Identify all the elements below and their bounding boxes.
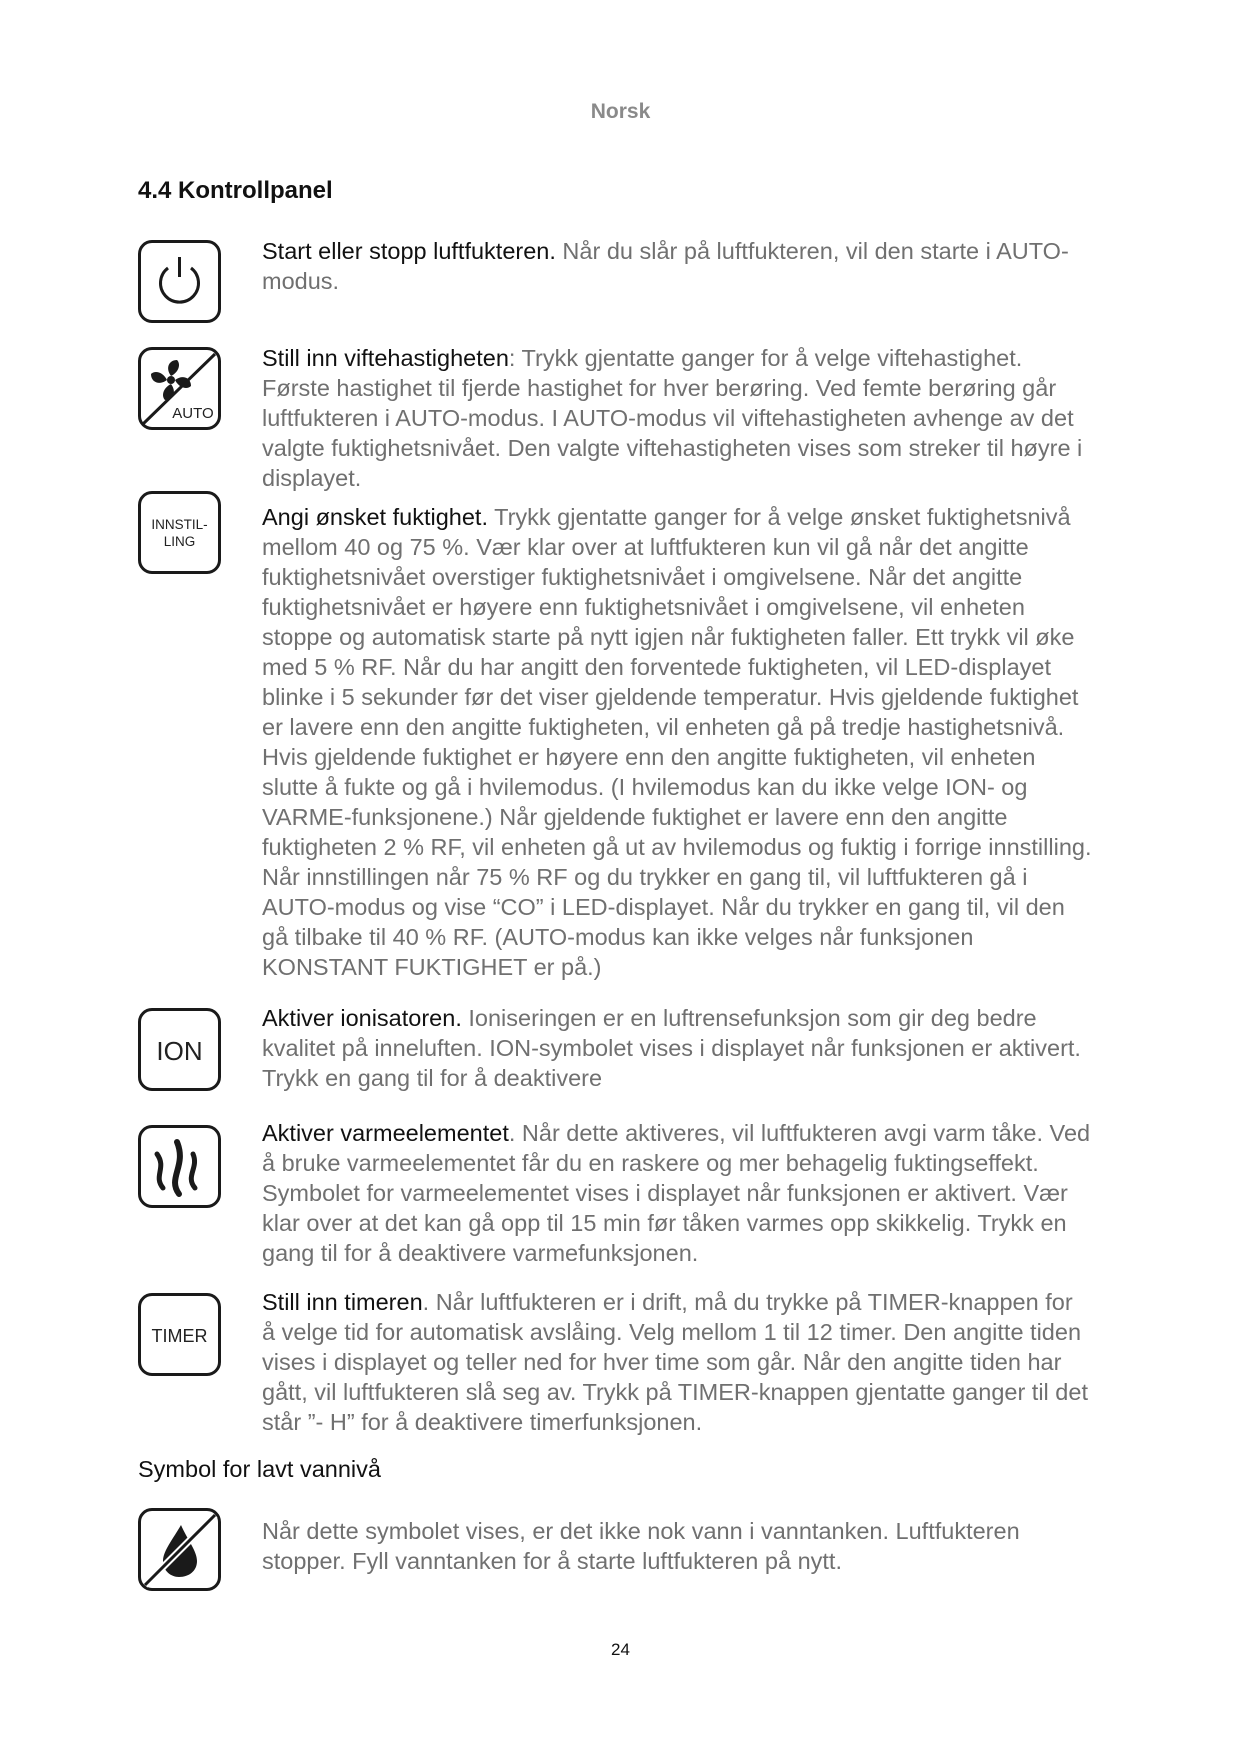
- item-heat-lead: Aktiver varmeelementet: [262, 1120, 509, 1146]
- ion-button-icon: [138, 1008, 221, 1091]
- item-ion-lead: Aktiver ionisatoren.: [262, 1005, 462, 1031]
- item-fan-description: [262, 343, 1092, 493]
- fan-auto-icon: [138, 347, 221, 430]
- item-ion-text: Ioniseringen er en luftrensefunksjon som gir deg bedre kvalitet på inneluften. ION-symbolet vises i displayet når funksjonen er aktivert. Trykk en gang til for å deaktivere: [262, 1005, 1081, 1091]
- settings-icon-label-line1: INNSTIL-: [151, 517, 208, 532]
- fan-auto-icon-label: AUTO: [172, 405, 214, 422]
- item-timer-description: [262, 1287, 1092, 1437]
- ion-icon-label: ION: [156, 1036, 203, 1066]
- power-icon: [138, 240, 221, 323]
- item-power-text: Når du slår på luftfukteren, vil den starte i AUTO-modus.: [262, 238, 1069, 294]
- item-fan-lead: Still inn viftehastigheten: [262, 345, 509, 371]
- timer-button-icon: [138, 1293, 221, 1376]
- low-water-heading: Symbol for lavt vannivå: [138, 1456, 381, 1482]
- item-power-lead: Start eller stopp luftfukteren.: [262, 238, 556, 264]
- heat-icon: [138, 1125, 221, 1208]
- item-heat-text: . Når dette aktiveres, vil luftfukteren avgi varm tåke. Ved å bruke varmeelementet får du en raskere og mer behagelig fuktingseffekt. Symbolet for varmeelementet vises i displayet når funksjonen er aktivert. Vær klar over at det kan gå opp til 15 min før tåken varmes opp skikkelig. Trykk en gang til for å deaktivere varmefunksjonen.: [262, 1120, 1091, 1266]
- item-ion-description: [262, 1003, 1092, 1093]
- item-timer-text: . Når luftfukteren er i drift, må du trykke på TIMER-knappen for å velge tid for automatisk avslåing. Velg mellom 1 til 12 timer. Den angitte tiden vises i displayet og teller ned for hver time som går. Når den angitte tiden har gått, vil luftfukteren slå seg av. Trykk på TIMER-knappen gjentatte ganger til det står ”- H” for å deaktivere timerfunksjonen.: [262, 1289, 1088, 1435]
- item-humidity-text: Trykk gjentatte ganger for å velge ønsket fuktighetsnivå mellom 40 og 75 %. Vær klar over at luftfukteren kun vil gå når det angitte fuktighetsnivået overstiger fuktighetsnivået i omgivelsene. Når det angitte fuktighetsnivået er høyere enn fuktighetsnivået i omgivelsene, vil enheten stoppe og automatisk starte på nytt igjen når fuktigheten faller. Ett trykk vil øke med 5 % RF. Når du har angitt den forventede fuktigheten, vil LED-displayet blinke i 5 sekunder før det viser gjeldende temperatur. Hvis gjeldende fuktighet er lavere enn den angitte fuktigheten, vil enheten gå på tredje hastighetsnivå. Hvis gjeldende fuktighet er høyere enn den angitte fuktigheten, vil enheten slutte å fukte og gå i hvilemodus. (I hvilemodus kan du ikke velge ION- og VARME-funksjonene.) Når gjeldende fuktighet er lavere enn den angitte fuktigheten 2 % RF, vil enheten gå ut av hvilemodus og fuktig i forrige innstilling. Når innstillingen når 75 % RF og du trykker en gang til, vil luftfukteren gå i AUTO-modus og vise “CO” i LED-displayet. Når du trykker en gang til, vil den gå tilbake til 40 % RF. (AUTO-modus kan ikke velges når funksjonen KONSTANT FUKTIGHET er på.): [262, 504, 1092, 980]
- item-humidity-lead: Angi ønsket fuktighet.: [262, 504, 488, 530]
- item-power-description: [262, 236, 1092, 296]
- section-title: 4.4 Kontrollpanel: [138, 177, 333, 204]
- item-timer-lead: Still inn timeren: [262, 1289, 423, 1315]
- low-water-icon: [138, 1508, 221, 1591]
- item-humidity-description: [262, 502, 1092, 982]
- item-fan-text: : Trykk gjentatte ganger for å velge viftehastighet. Første hastighet til fjerde hastighet for hver berøring. Ved femte berøring går luftfukteren i AUTO-modus. I AUTO-modus vil viftehastigheten avhenge av det valgte fuktighetsnivået. Den valgte viftehastigheten vises som streker til høyre i displayet.: [262, 345, 1083, 491]
- item-heat-description: [262, 1118, 1092, 1268]
- settings-icon-label-line2: LING: [163, 534, 196, 549]
- page-header-language: Norsk: [590, 100, 651, 123]
- low-water-description: Når dette symbolet vises, er det ikke nok vann i vanntanken. Luftfukteren stopper. Fyll vanntanken for å starte luftfukteren på nytt.: [262, 1518, 1020, 1574]
- page-number: 24: [611, 1640, 630, 1659]
- settings-button-icon: [138, 491, 221, 574]
- timer-icon-label: TIMER: [151, 1326, 208, 1346]
